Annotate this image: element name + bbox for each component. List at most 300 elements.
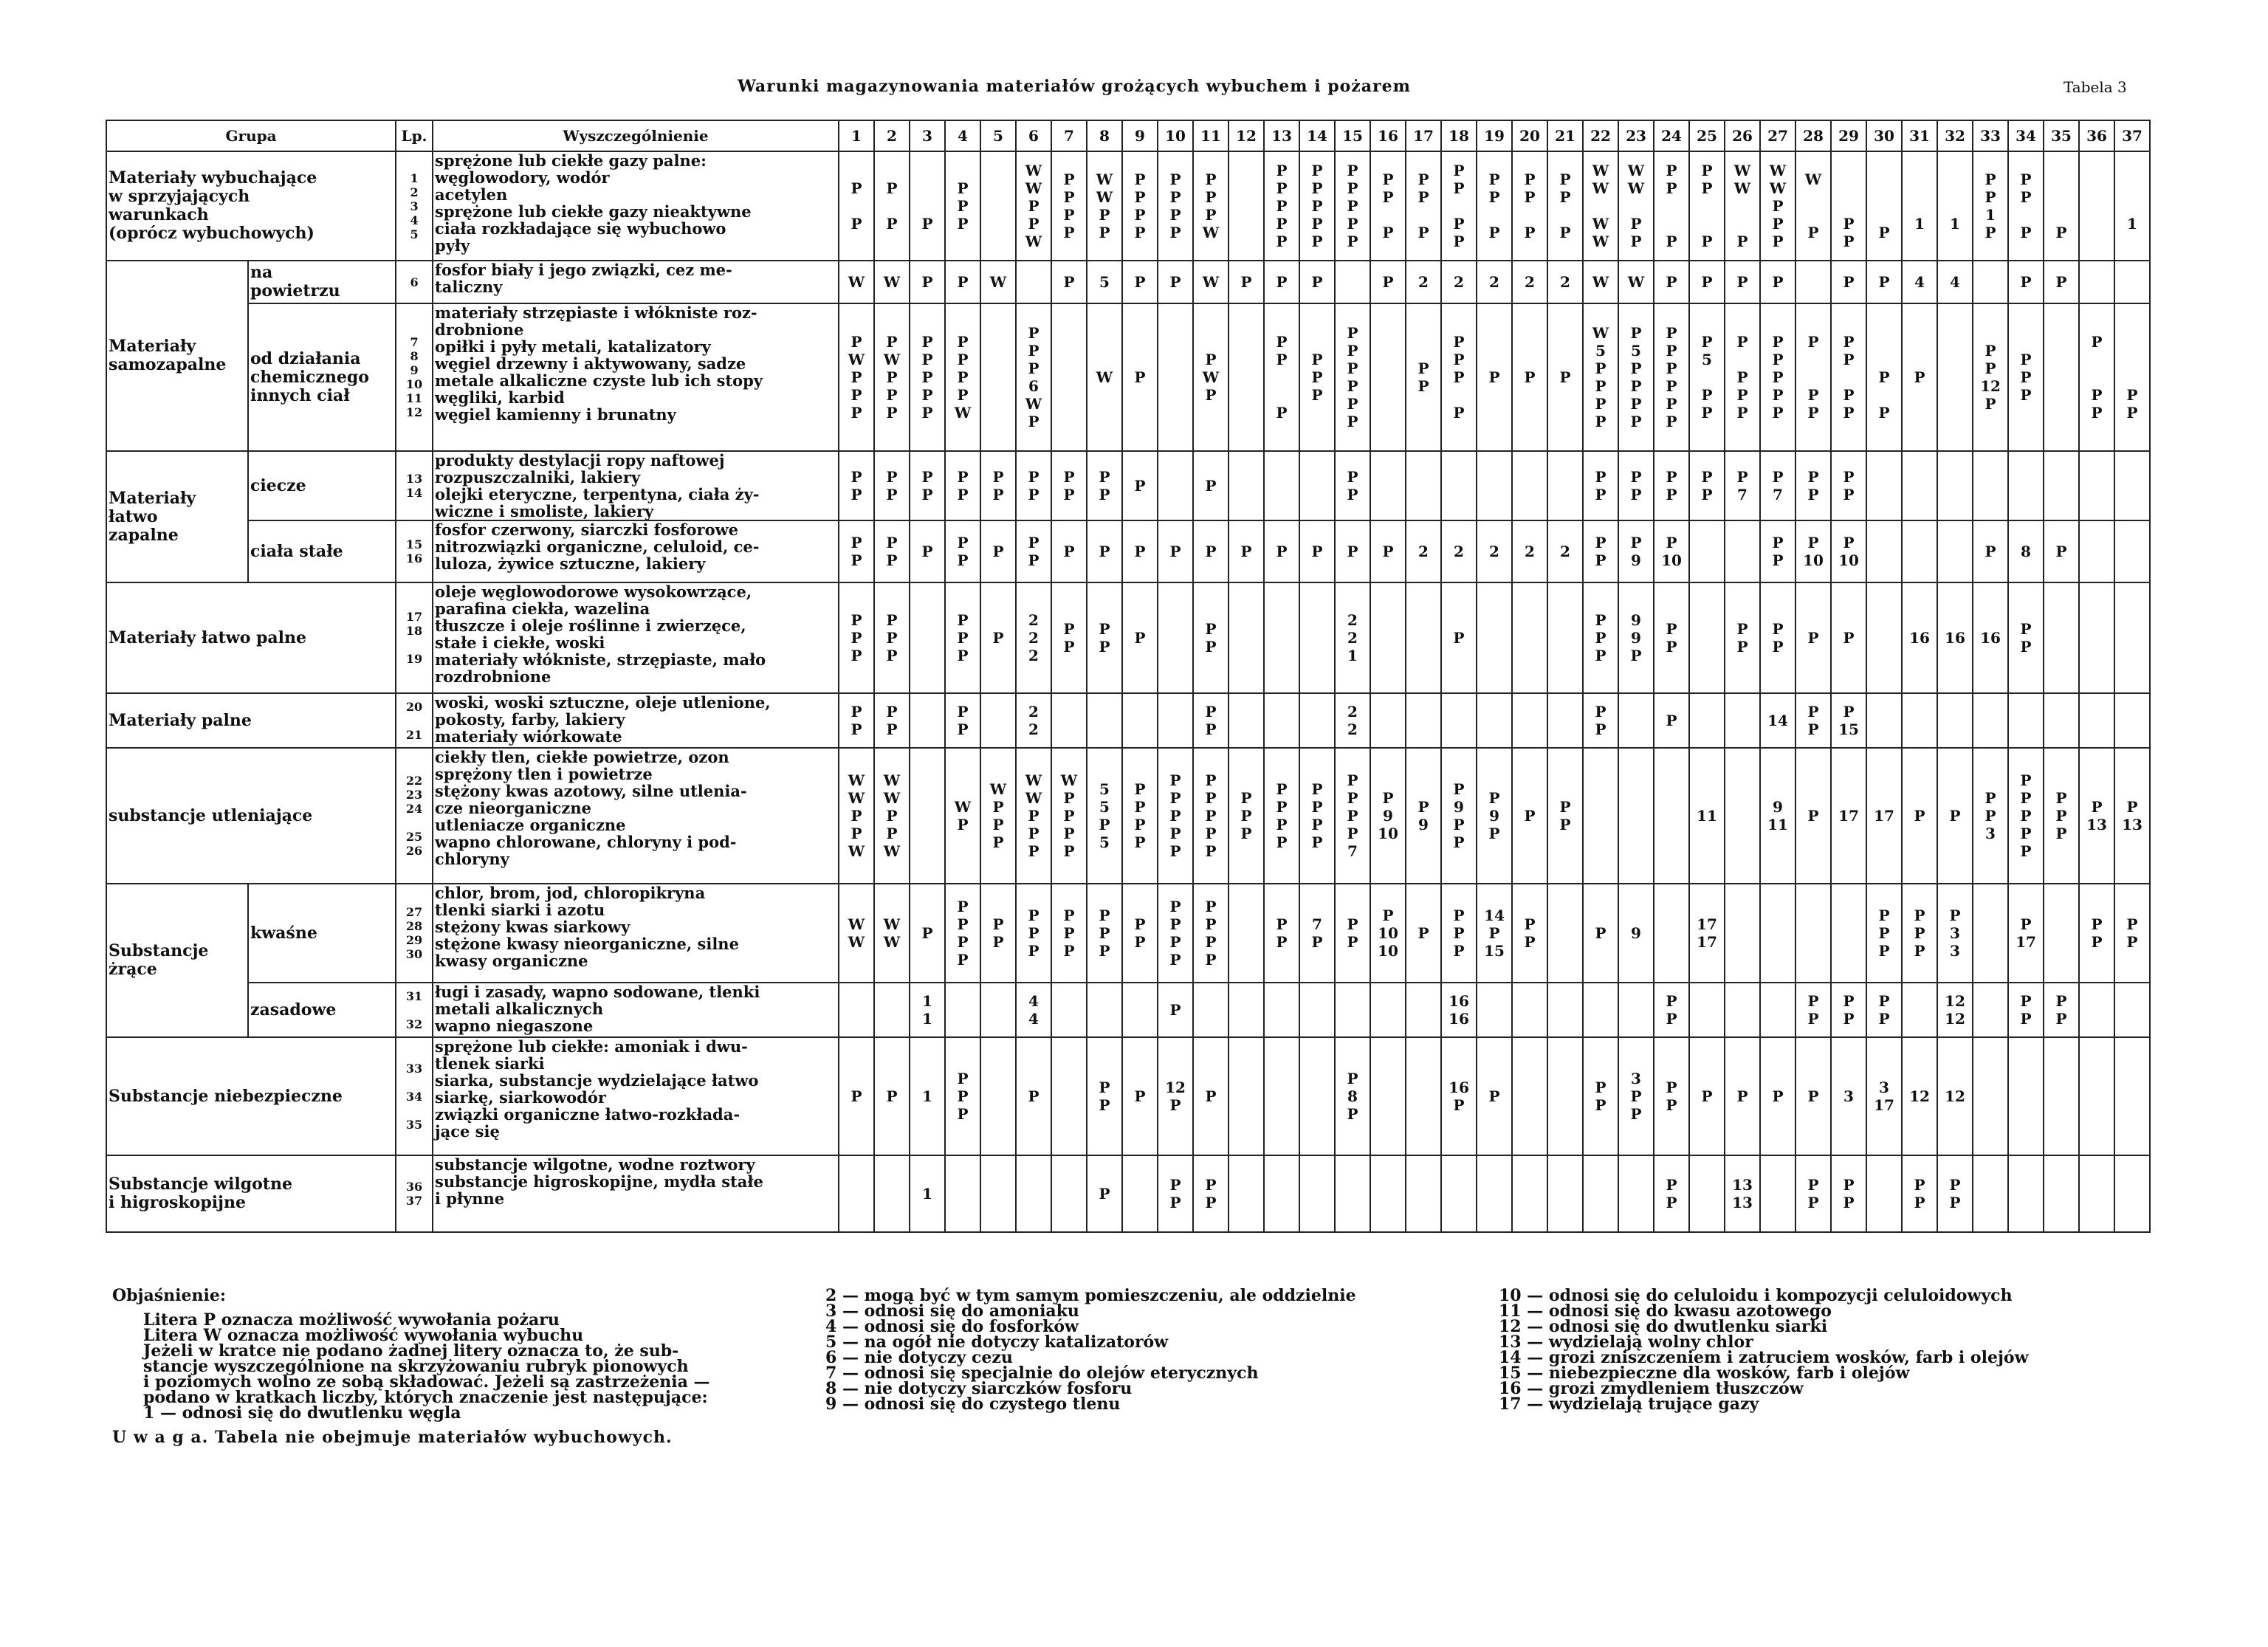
matrix-cell: P P (2008, 582, 2044, 693)
matrix-cell: P P (1193, 693, 1228, 748)
matrix-cell: P P (1158, 1155, 1193, 1232)
table-row (106, 983, 2150, 1037)
matrix-cell: W (839, 261, 874, 303)
matrix-cell: P (874, 1037, 910, 1155)
matrix-cell: P P (1512, 884, 1547, 983)
matrix-cell (1264, 983, 1299, 1037)
column-header: 6 (1016, 120, 1051, 151)
matrix-cell: P 9 10 (1370, 748, 1406, 884)
matrix-cell (1973, 1037, 2008, 1155)
matrix-cell: W W P P W (1016, 151, 1051, 261)
matrix-cell (1228, 693, 1264, 748)
legend-item: 10 — odnosi się do celuloidu i kompozycji celuloidowych (1499, 1286, 2013, 1305)
matrix-cell: P P (1193, 582, 1228, 693)
matrix-cell: P (1937, 748, 1973, 884)
matrix-cell: 2 2 (1335, 693, 1370, 748)
matrix-cell: P (945, 261, 980, 303)
matrix-cell: P P (2114, 303, 2150, 451)
matrix-cell (1228, 983, 1264, 1037)
matrix-cell: P (1725, 261, 1760, 303)
matrix-cell: 16 P (1441, 1037, 1477, 1155)
matrix-cell (1689, 520, 1725, 582)
matrix-cell (1760, 983, 1796, 1037)
matrix-cell: W W P P (1087, 151, 1122, 261)
group-cell: Materiały palne (106, 693, 396, 748)
matrix-cell: 1 (910, 1037, 945, 1155)
group-cell: Substancje niebezpieczne (106, 1037, 396, 1155)
matrix-cell: P P (2079, 884, 2114, 983)
matrix-cell: P W P P P (839, 303, 874, 451)
storage-conditions-table (106, 120, 2151, 1233)
matrix-cell (1158, 693, 1193, 748)
matrix-cell: P P (1725, 582, 1760, 693)
matrix-cell: P (1760, 1037, 1796, 1155)
matrix-cell: P P P P P (1264, 151, 1299, 261)
matrix-cell: P P P (1299, 303, 1335, 451)
matrix-cell: P 15 (1831, 693, 1866, 748)
matrix-cell (2079, 261, 2114, 303)
matrix-cell: P 9 (1406, 748, 1441, 884)
matrix-cell: P P P P P (1335, 151, 1370, 261)
description-cell: produkty destylacji ropy naftowej rozpuszczalniki, lakiery olejki eteryczne, terpentyna, ciała ży- wiczne i smoliste, lakiery (433, 451, 839, 520)
matrix-cell: P P (1654, 983, 1689, 1037)
matrix-cell: P P (1796, 1155, 1831, 1232)
matrix-cell (1654, 884, 1689, 983)
matrix-cell: P P (1122, 884, 1158, 983)
matrix-cell: P P (1547, 748, 1583, 884)
matrix-cell: P P (1866, 303, 1902, 451)
matrix-cell (1902, 520, 1937, 582)
matrix-cell (1051, 983, 1087, 1037)
matrix-cell: P 9 P P (1441, 748, 1477, 884)
matrix-cell: P (2044, 261, 2079, 303)
matrix-cell: 12 (1902, 1037, 1937, 1155)
matrix-cell: P (1477, 1037, 1512, 1155)
matrix-cell: 1 (1902, 151, 1937, 261)
matrix-cell: W (980, 261, 1016, 303)
matrix-cell (2079, 693, 2114, 748)
matrix-cell (1547, 693, 1583, 748)
matrix-cell: 1 (2114, 151, 2150, 261)
matrix-cell (2079, 151, 2114, 261)
matrix-cell: 2 (1441, 261, 1477, 303)
matrix-cell: 2 (1512, 520, 1547, 582)
matrix-cell: P P (839, 151, 874, 261)
matrix-cell: P P (1335, 884, 1370, 983)
matrix-cell: P (1299, 261, 1335, 303)
matrix-cell: P (1335, 520, 1370, 582)
column-header: 3 (910, 120, 945, 151)
legend-item: stancje wyszczególnione na skrzyżowaniu rubryk pionowych (143, 1357, 689, 1376)
matrix-cell: P P P P (1158, 151, 1193, 261)
column-header: 11 (1193, 120, 1228, 151)
matrix-cell: P P (1902, 1155, 1937, 1232)
matrix-cell (1016, 1155, 1051, 1232)
matrix-cell: P P P P P (1760, 303, 1796, 451)
matrix-cell: P P (2044, 983, 2079, 1037)
legend-item: 6 — nie dotyczy cezu (825, 1348, 1013, 1367)
matrix-cell: P P (1335, 451, 1370, 520)
matrix-cell (1016, 261, 1051, 303)
matrix-cell (1228, 1155, 1264, 1232)
matrix-cell (2114, 1037, 2150, 1155)
matrix-cell: 1 (1937, 151, 1973, 261)
matrix-cell: P P (1264, 884, 1299, 983)
matrix-cell: P P P (2044, 748, 2079, 884)
matrix-cell: P (1087, 520, 1122, 582)
column-header: 7 (1051, 120, 1087, 151)
matrix-cell: 2 (1477, 261, 1512, 303)
legend-item: 14 — grozi zniszczeniem i zatruciem wosków, farb i olejów (1499, 1348, 2029, 1367)
matrix-cell (839, 983, 874, 1037)
matrix-cell (1547, 1037, 1583, 1155)
matrix-cell: P (1441, 582, 1477, 693)
matrix-cell: P P (1654, 1037, 1689, 1155)
matrix-cell: P (1654, 261, 1689, 303)
matrix-cell: P 5 P P (1689, 303, 1725, 451)
legend-item: 7 — odnosi się specjalnie do olejów eterycznych (825, 1364, 1259, 1383)
matrix-cell (1477, 582, 1512, 693)
matrix-cell (2079, 1155, 2114, 1232)
matrix-cell: P P (1583, 1037, 1618, 1155)
matrix-cell (2044, 451, 2079, 520)
matrix-cell (2008, 693, 2044, 748)
matrix-cell: P P (1087, 582, 1122, 693)
matrix-cell: P P (839, 520, 874, 582)
matrix-cell: W (1193, 261, 1228, 303)
matrix-cell (2008, 451, 2044, 520)
matrix-cell: P P P (1441, 884, 1477, 983)
matrix-cell (980, 693, 1016, 748)
matrix-cell (980, 1155, 1016, 1232)
column-header: 34 (2008, 120, 2044, 151)
matrix-cell (1406, 983, 1441, 1037)
table-row (106, 151, 2150, 261)
column-header: 5 (980, 120, 1016, 151)
matrix-cell: P (1796, 1037, 1831, 1155)
matrix-cell: W P (945, 748, 980, 884)
matrix-cell (2114, 451, 2150, 520)
matrix-cell: 2 2 2 (1016, 582, 1051, 693)
matrix-cell: P (910, 520, 945, 582)
header-group: Grupa (106, 120, 396, 151)
matrix-cell (1689, 582, 1725, 693)
column-header: 22 (1583, 120, 1618, 151)
matrix-cell (1264, 582, 1299, 693)
table-row (106, 884, 2150, 983)
matrix-cell (1122, 1155, 1158, 1232)
matrix-cell (1512, 1037, 1547, 1155)
matrix-cell (2114, 261, 2150, 303)
matrix-cell: 16 (1902, 582, 1937, 693)
matrix-cell (1370, 693, 1406, 748)
description-cell: ługi i zasady, wapno sodowane, tlenki metali alkalicznych wapno niegaszone (433, 983, 839, 1037)
matrix-cell (1051, 693, 1087, 748)
matrix-cell: P P (1796, 983, 1831, 1037)
legend-item: 8 — nie dotyczy siarczków fosforu (825, 1379, 1133, 1398)
matrix-cell: P (1087, 1155, 1122, 1232)
matrix-cell: P P P (1512, 151, 1547, 261)
matrix-cell: W W P P (1618, 151, 1654, 261)
column-header: 19 (1477, 120, 1512, 151)
subgroup-cell: zasadowe (248, 983, 396, 1037)
matrix-cell: P (1406, 884, 1441, 983)
matrix-cell: W P (1796, 151, 1831, 261)
matrix-cell (1051, 1037, 1087, 1155)
matrix-cell: P (1866, 261, 1902, 303)
legend-middle (825, 1288, 1475, 1412)
matrix-cell: 9 9 P (1618, 582, 1654, 693)
matrix-cell (1725, 983, 1760, 1037)
matrix-cell (1512, 582, 1547, 693)
matrix-cell: P (1158, 983, 1193, 1037)
matrix-cell (1406, 1037, 1441, 1155)
matrix-cell (1370, 983, 1406, 1037)
matrix-cell: P P (945, 451, 980, 520)
matrix-cell: P (1122, 1037, 1158, 1155)
matrix-cell (1370, 1037, 1406, 1155)
matrix-cell (1406, 582, 1441, 693)
matrix-cell: P P P (1477, 151, 1512, 261)
matrix-cell: P P P (1016, 884, 1051, 983)
matrix-cell: P P (1689, 451, 1725, 520)
matrix-cell (1122, 983, 1158, 1037)
matrix-cell: P P P P (1158, 884, 1193, 983)
matrix-cell (2044, 1155, 2079, 1232)
matrix-cell (874, 1155, 910, 1232)
matrix-cell: 14 P 15 (1477, 884, 1512, 983)
group-cell: Materiały łatwo palne (106, 582, 396, 693)
matrix-cell: P P P P (1725, 303, 1760, 451)
matrix-cell: 12 P (1158, 1037, 1193, 1155)
matrix-cell (2079, 520, 2114, 582)
matrix-cell: P P (1618, 451, 1654, 520)
matrix-cell: W (1087, 303, 1122, 451)
description-cell: materiały strzępiaste i włókniste roz- drobnione opiłki i pyły metali, katalizatory węgiel drzewny i aktywowany, sadze metale alkaliczne czyste lub ich stopy węgliki, karbid węgiel kamienny i brunatny (433, 303, 839, 451)
matrix-cell: P P (1866, 983, 1902, 1037)
group-cell: Substancje żrące (106, 884, 248, 1037)
matrix-cell (910, 582, 945, 693)
column-header: 8 (1087, 120, 1122, 151)
matrix-cell: P P (945, 693, 980, 748)
column-header: 15 (1335, 120, 1370, 151)
matrix-cell: P W P (1193, 303, 1228, 451)
matrix-cell: P P P 6 W P (1016, 303, 1051, 451)
matrix-cell: P P (874, 520, 910, 582)
group-cell: Materiały samozapalne (106, 261, 248, 451)
table-row (106, 451, 2150, 520)
matrix-cell (1477, 1155, 1512, 1232)
matrix-cell: P P P P P (1158, 748, 1193, 884)
matrix-cell (1654, 748, 1689, 884)
description-cell: woski, woski sztuczne, oleje utlenione, pokosty, farby, lakiery materiały wiórkowate (433, 693, 839, 748)
matrix-cell (1547, 983, 1583, 1037)
matrix-cell: P P P (874, 582, 910, 693)
column-header: 35 (2044, 120, 2079, 151)
lp-cell: 7 8 9 10 11 12 (396, 303, 433, 451)
group-cell: Materiały łatwo zapalne (106, 451, 248, 582)
matrix-cell: P (1193, 520, 1228, 582)
column-header: 10 (1158, 120, 1193, 151)
matrix-cell: P 10 (1654, 520, 1689, 582)
legend-heading: Objaśnienie: (112, 1286, 226, 1305)
matrix-cell (1512, 451, 1547, 520)
column-header: 13 (1264, 120, 1299, 151)
matrix-cell: P P (980, 451, 1016, 520)
matrix-cell: P P P P W (945, 303, 980, 451)
matrix-cell (2114, 693, 2150, 748)
matrix-cell: P (910, 151, 945, 261)
matrix-cell: P (1051, 261, 1087, 303)
lp-cell: 22 23 24 25 26 (396, 748, 433, 884)
column-header: 21 (1547, 120, 1583, 151)
matrix-cell: P P (874, 451, 910, 520)
table-label: Tabela 3 (2063, 78, 2127, 96)
matrix-cell: P P (1193, 1155, 1228, 1232)
matrix-cell (1228, 151, 1264, 261)
matrix-cell: W P P P P (1051, 748, 1087, 884)
matrix-cell: P P P P (1441, 303, 1477, 451)
matrix-cell: P P (1796, 451, 1831, 520)
matrix-cell: P (1902, 748, 1937, 884)
matrix-cell (1689, 693, 1725, 748)
matrix-cell (1902, 983, 1937, 1037)
description-cell: sprężone lub ciekłe: amoniak i dwu- tlenek siarki siarka, substancje wydzielające łatwo siarkę, siarkowodór związki organiczne łatwo-rozkłada- jące się (433, 1037, 839, 1155)
matrix-cell (1973, 1155, 2008, 1232)
matrix-cell: W (874, 261, 910, 303)
column-header: 20 (1512, 120, 1547, 151)
matrix-cell (1264, 1037, 1299, 1155)
legend-item: Litera P oznacza możliwość wywołania pożaru (143, 1310, 560, 1330)
matrix-cell (1087, 983, 1122, 1037)
matrix-cell (1618, 693, 1654, 748)
legend-item: i poziomych wolno ze sobą składować. Jeżeli są zastrzeżenia — (143, 1372, 710, 1392)
matrix-cell (1512, 693, 1547, 748)
matrix-cell (1618, 1155, 1654, 1232)
matrix-cell: 12 (1937, 1037, 1973, 1155)
matrix-cell (1512, 1155, 1547, 1232)
matrix-cell (2114, 1155, 2150, 1232)
matrix-cell (1866, 582, 1902, 693)
matrix-cell: P P P P P (1299, 151, 1335, 261)
matrix-cell: P P P (1902, 884, 1937, 983)
matrix-cell: P P P P 7 (1335, 748, 1370, 884)
matrix-cell: P (1122, 261, 1158, 303)
legend-item: 11 — odnosi się do kwasu azotowego (1499, 1302, 1832, 1321)
matrix-cell: W W (874, 884, 910, 983)
table-row (106, 1037, 2150, 1155)
matrix-cell (1299, 693, 1335, 748)
matrix-cell (910, 693, 945, 748)
matrix-cell: P P P P (1122, 748, 1158, 884)
legend-item: 13 — wydzielają wolny chlor (1499, 1333, 1753, 1352)
matrix-cell: P (910, 261, 945, 303)
matrix-cell: W (1583, 261, 1618, 303)
matrix-cell (1087, 693, 1122, 748)
table-header-row (106, 120, 2150, 151)
matrix-cell: P P P P (1441, 151, 1477, 261)
matrix-cell (1866, 520, 1902, 582)
matrix-cell (1866, 693, 1902, 748)
matrix-cell (1973, 451, 2008, 520)
table-row (106, 1155, 2150, 1232)
matrix-cell: 16 16 (1441, 983, 1477, 1037)
column-header: 17 (1406, 120, 1441, 151)
matrix-cell: P (1512, 748, 1547, 884)
matrix-cell: P P (1654, 451, 1689, 520)
matrix-cell (1902, 451, 1937, 520)
matrix-cell: P P P P (945, 884, 980, 983)
matrix-cell: P 17 (2008, 884, 2044, 983)
matrix-cell: P P P P (1831, 303, 1866, 451)
column-header: 23 (1618, 120, 1654, 151)
matrix-cell (1831, 884, 1866, 983)
column-header: 33 (1973, 120, 2008, 151)
matrix-cell: P (1016, 1037, 1051, 1155)
matrix-cell: P P 3 (1973, 748, 2008, 884)
matrix-cell (1299, 1155, 1335, 1232)
matrix-cell (945, 1155, 980, 1232)
legend-note: U w a g a. Tabela nie obejmuje materiałów wybuchowych. (112, 1428, 673, 1447)
matrix-cell: P P P P P (2008, 748, 2044, 884)
matrix-cell: P P (1051, 451, 1087, 520)
matrix-cell (1406, 1155, 1441, 1232)
matrix-cell (1760, 1155, 1796, 1232)
column-header: 36 (2079, 120, 2114, 151)
matrix-cell: P P P P P (910, 303, 945, 451)
matrix-cell: P (1796, 582, 1831, 693)
matrix-cell (2044, 582, 2079, 693)
matrix-cell: P (1689, 261, 1725, 303)
matrix-cell (1335, 1155, 1370, 1232)
legend-item: 1 — odnosi się do dwutlenku węgla (143, 1403, 461, 1423)
matrix-cell: P P (839, 451, 874, 520)
column-header: 27 (1760, 120, 1796, 151)
matrix-cell (1618, 748, 1654, 884)
matrix-cell: P (1725, 1037, 1760, 1155)
matrix-cell: P P P W (1193, 151, 1228, 261)
matrix-cell: 9 (1618, 884, 1654, 983)
matrix-cell (2114, 520, 2150, 582)
matrix-cell (2044, 303, 2079, 451)
matrix-cell: 16 (1937, 582, 1973, 693)
matrix-cell: P 3 3 (1937, 884, 1973, 983)
matrix-cell (2079, 451, 2114, 520)
matrix-cell: P (1122, 582, 1158, 693)
column-header: 28 (1796, 120, 1831, 151)
legend-item: 4 — odnosi się do fosforków (825, 1317, 1079, 1336)
matrix-cell: P P (1583, 451, 1618, 520)
matrix-cell (1370, 451, 1406, 520)
matrix-cell: P (1831, 261, 1866, 303)
matrix-cell (1370, 582, 1406, 693)
matrix-cell: P P P (1264, 303, 1299, 451)
matrix-cell (839, 1155, 874, 1232)
matrix-cell (1937, 303, 1973, 451)
matrix-cell: P P (1760, 520, 1796, 582)
column-header: 26 (1725, 120, 1760, 151)
matrix-cell: P (1370, 261, 1406, 303)
legend-item: 16 — grozi zmydleniem tłuszczów (1499, 1379, 1804, 1398)
matrix-cell: P P P P P P (1335, 303, 1370, 451)
lp-cell: 27 28 29 30 (396, 884, 433, 983)
matrix-cell: 3 17 (1866, 1037, 1902, 1155)
description-cell: sprężone lub ciekłe gazy palne: węglowodory, wodór acetylen sprężone lub ciekłe gazy nieaktywne ciała rozkładające się wybuchowo pyły (433, 151, 839, 261)
matrix-cell: P P P P P (1193, 748, 1228, 884)
lp-cell: 33 34 35 (396, 1037, 433, 1155)
matrix-cell: P (1760, 261, 1796, 303)
column-header: 29 (1831, 120, 1866, 151)
